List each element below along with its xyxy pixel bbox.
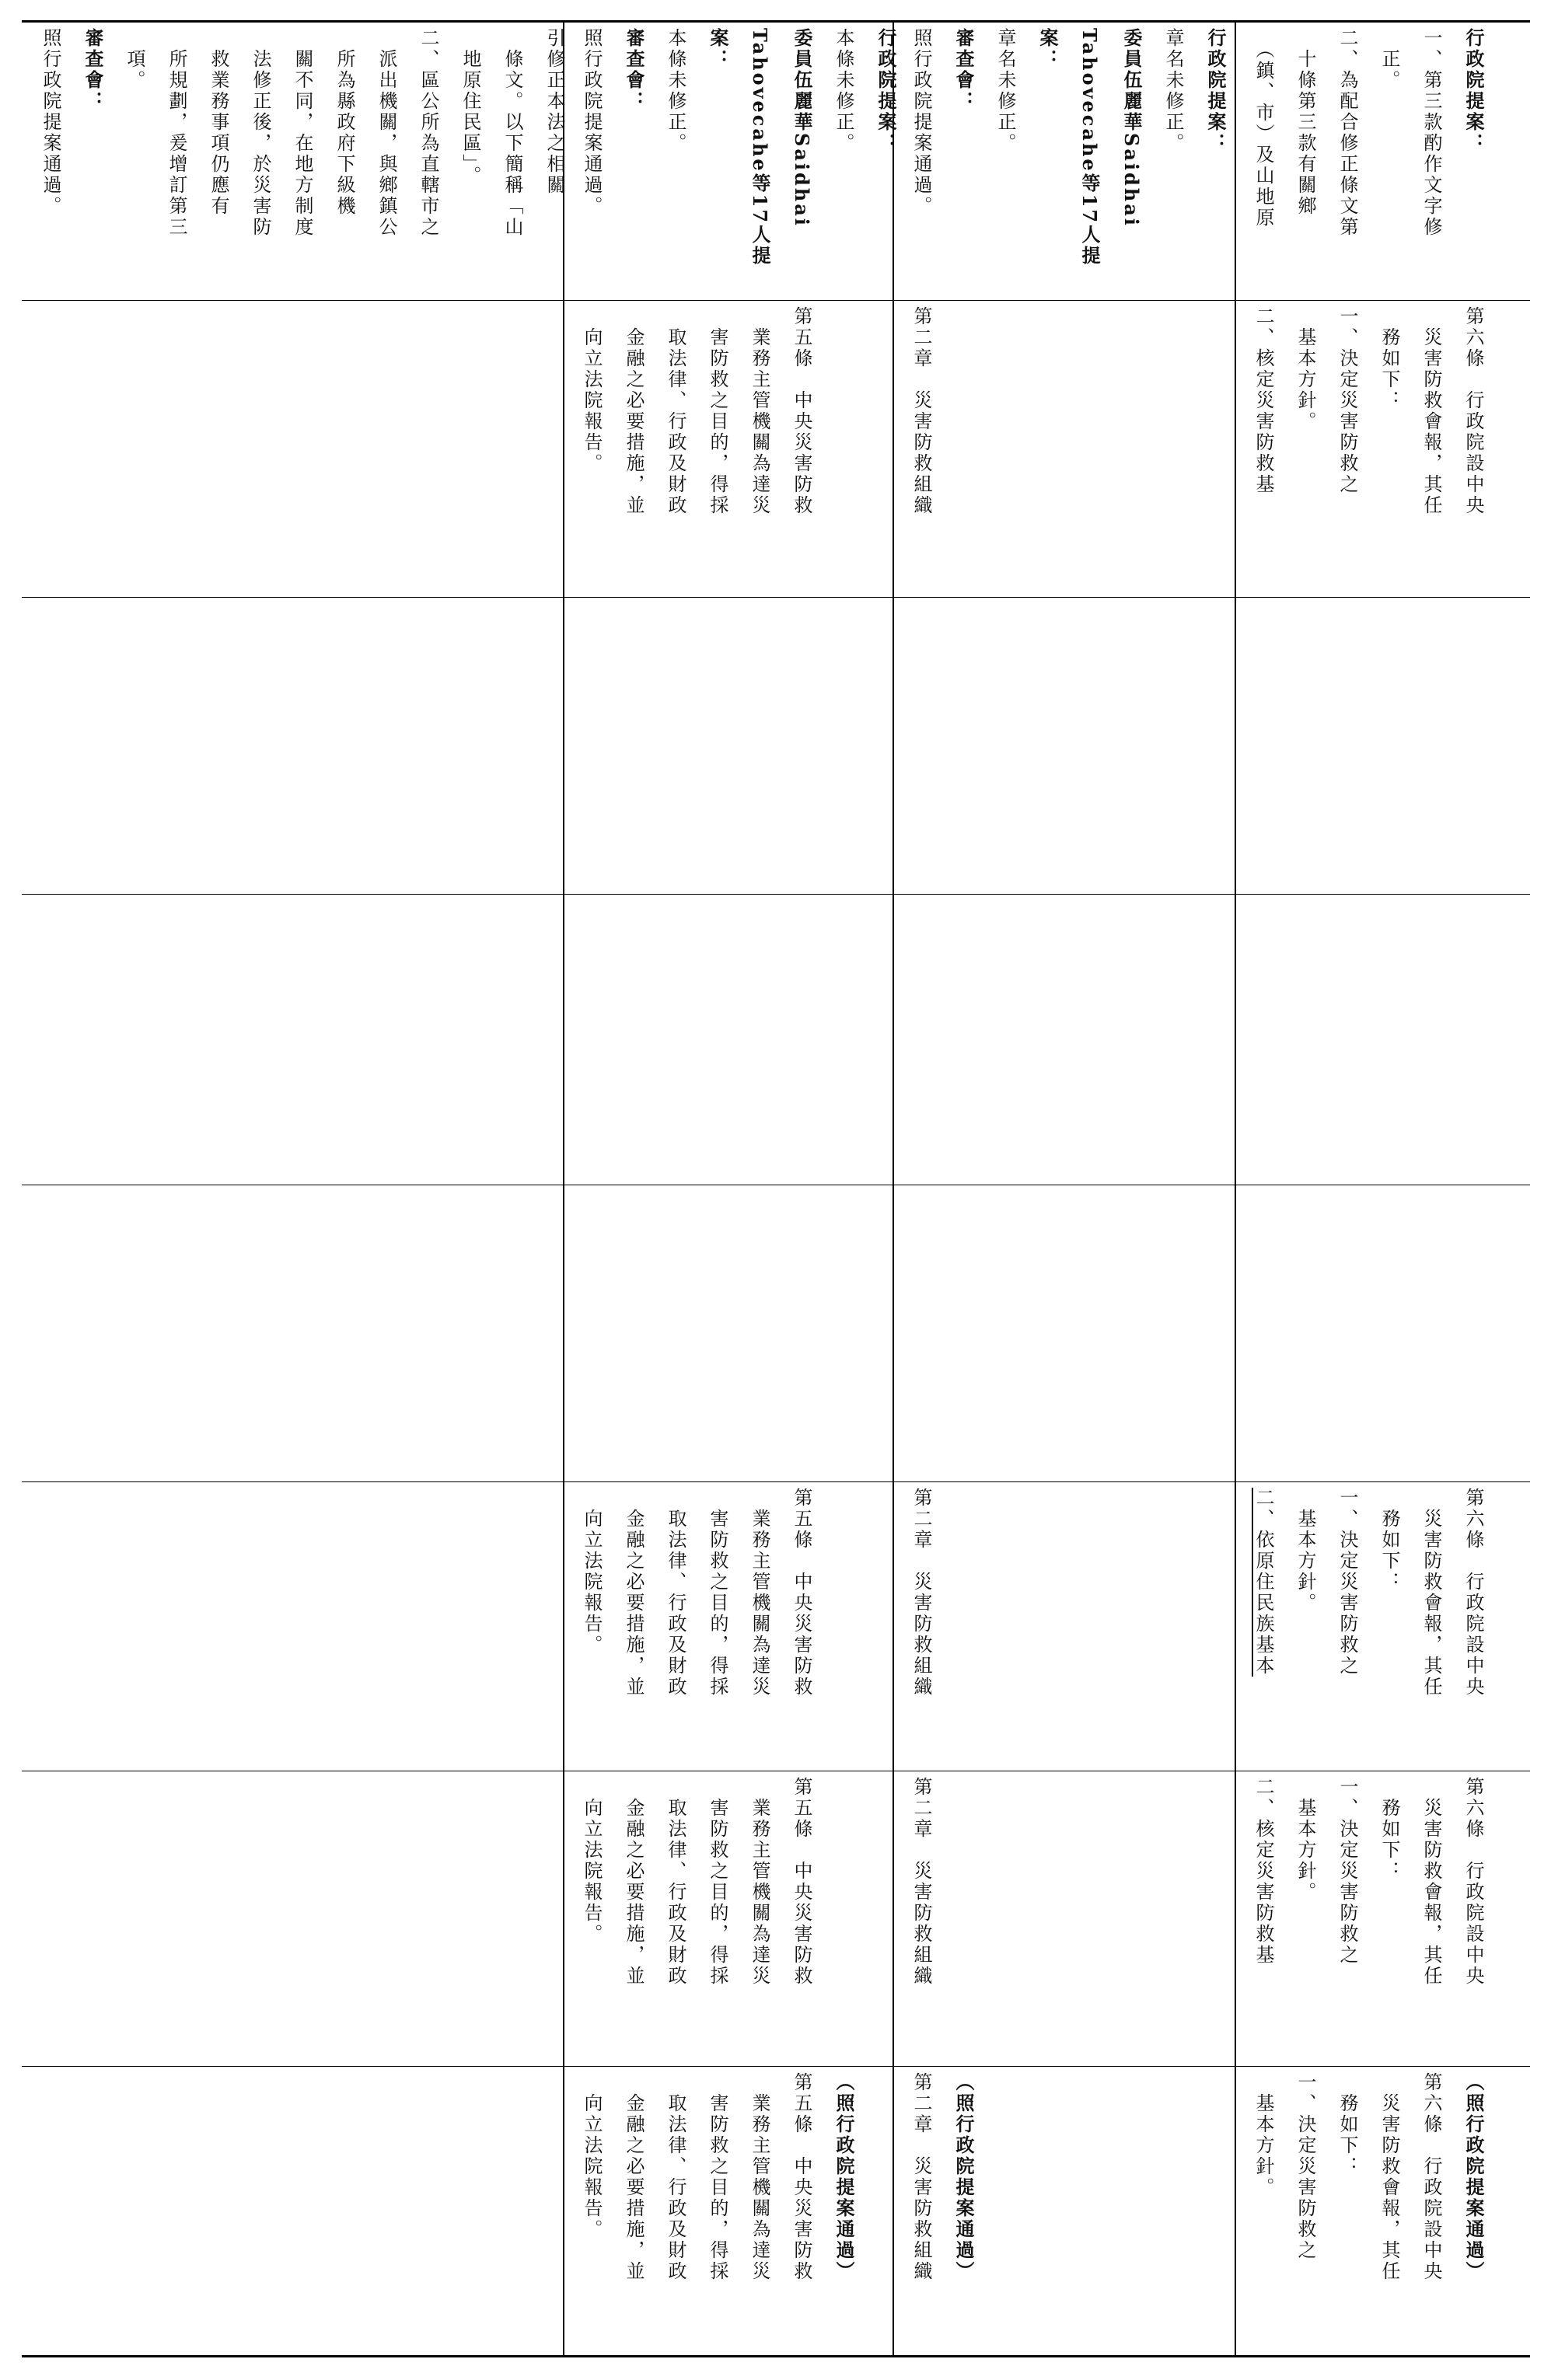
text-line: 一、決定災害防救之 [1336, 306, 1358, 495]
text-line: 第六條 行政院設中央 [1420, 2072, 1442, 2282]
column-2-cell-1-text [571, 23, 906, 298]
text-line: 第五條 中央災害防救 [791, 1488, 812, 1698]
row-divider-1-col1 [22, 300, 563, 301]
text-line: 第六條 行政院設中央 [1462, 1777, 1484, 1987]
row-divider-7-col1 [22, 2066, 563, 2067]
column-3-cell-6 [894, 1483, 1235, 1769]
text-line: 務如下： [1378, 1488, 1400, 1593]
column-3-cell-7 [894, 1772, 1235, 2064]
column-1-cell-1 [22, 23, 563, 298]
column-4-cell-1 [1236, 23, 1530, 298]
text-line: 第二章 災害防救組織 [910, 306, 932, 516]
text-line: 向立法院報告。 [581, 306, 603, 474]
row-divider-1 [564, 300, 1530, 301]
column-2-cell-1 [564, 23, 897, 298]
text-line: 條文。以下簡稱「山 [501, 28, 523, 238]
text-line: 金融之必要措施，並 [623, 1777, 645, 1987]
text-line: 取法律、行政及財政 [665, 1777, 686, 1987]
text-line: 審查會： [82, 28, 104, 112]
text-line: 第五條 中央災害防救 [791, 306, 812, 516]
column-4-cell-7 [1236, 1772, 1530, 2064]
text-line: 委員伍麗華Saidhai [791, 28, 813, 228]
text-line: 業務主管機關為達災 [749, 1488, 770, 1698]
bottom-border [22, 2355, 1530, 2357]
text-line: 項。 [124, 28, 145, 91]
column-4-cell-2 [1236, 302, 1530, 595]
column-4-cell-8 [1236, 2068, 1530, 2354]
text-line: Tahovecahe等17人提 [749, 28, 771, 267]
column-4-cell-6-text [1242, 1483, 1494, 1769]
text-line: 審查會： [623, 28, 645, 112]
text-line: 害防救之目的，得採 [707, 306, 728, 516]
text-line: 第六條 行政院設中央 [1462, 306, 1484, 516]
column-3-cell-2-text [900, 302, 942, 595]
text-line: 正。 [1378, 28, 1400, 91]
row-divider-2 [564, 597, 1530, 598]
column-3-cell-1 [894, 23, 1235, 298]
text-line: 審查會： [952, 28, 975, 112]
top-border [22, 20, 1530, 23]
text-line: 業務主管機關為達災 [749, 2072, 770, 2282]
text-line: 務如下： [1336, 2072, 1358, 2177]
text-line: 金融之必要措施，並 [623, 2072, 645, 2282]
column-2-cell-6-text [571, 1483, 823, 1769]
text-line: （照行政院提案通過） [1462, 2072, 1485, 2282]
text-line: 災害防救會報，其任 [1420, 306, 1442, 516]
text-line: 章名未修正。 [1162, 28, 1184, 154]
text-line: 害防救之目的，得採 [707, 2072, 728, 2282]
text-line: 取法律、行政及財政 [665, 1488, 686, 1698]
text-line: 引修正本法之相關 [543, 28, 565, 196]
column-3-cell-2 [894, 302, 1235, 595]
text-line: 災害防救會報，其任 [1378, 2072, 1400, 2282]
column-4-cell-8-text [1242, 2068, 1494, 2354]
text-line: 取法律、行政及財政 [665, 306, 686, 516]
text-line: 二、依原住民族基本 [1252, 1488, 1274, 1677]
text-line: （照行政院提案通過） [833, 2072, 855, 2282]
text-line: 基本方針。 [1294, 306, 1316, 432]
row-divider-2-col1 [22, 597, 563, 598]
row-divider-5-col1 [22, 1481, 563, 1482]
text-line: 第五條 中央災害防救 [791, 2072, 812, 2282]
text-line: 照行政院提案通過。 [40, 28, 61, 217]
column-2-cell-6 [564, 1483, 893, 1769]
column-3-cell-7-text [900, 1772, 942, 2064]
column-4-cell-6 [1236, 1483, 1530, 1769]
column-2-cell-7 [564, 1772, 893, 2064]
text-line: 一、決定災害防救之 [1294, 2072, 1316, 2261]
column-2-cell-2-text [571, 302, 823, 595]
text-line: 行政院提案： [1462, 28, 1485, 154]
column-3-cell-1-text [900, 23, 1236, 298]
text-line: 本條未修正。 [833, 28, 854, 154]
text-line: （鎮、市）及山地原 [1252, 28, 1274, 229]
text-line: 一、決定災害防救之 [1336, 1777, 1358, 1966]
text-line: 一、決定災害防救之 [1336, 1488, 1358, 1677]
text-line: 所規劃，爰增訂第三 [166, 28, 187, 238]
text-line: 法修正後，於災害防 [250, 28, 271, 238]
text-line: 第五條 中央災害防救 [791, 1777, 812, 1987]
text-line: 二、核定災害防救基 [1252, 1777, 1274, 1966]
text-line: 十條第三款有關鄉 [1294, 28, 1316, 217]
text-line: 第二章 災害防救組織 [910, 2072, 932, 2282]
text-line: Tahovecahe等17人提 [1078, 28, 1101, 267]
text-line: 向立法院報告。 [581, 2072, 603, 2240]
text-line: （照行政院提案通過） [952, 2072, 975, 2282]
text-line: 委員伍麗華Saidhai [1120, 28, 1143, 228]
text-line: 二、核定災害防救基 [1252, 306, 1274, 495]
row-divider-3 [564, 894, 1530, 895]
text-line: 二、為配合修正條文第 [1336, 28, 1358, 238]
text-line: 金融之必要措施，並 [623, 306, 645, 516]
row-divider-3-col1 [22, 894, 563, 895]
text-line: 向立法院報告。 [581, 1777, 603, 1945]
text-line: 災害防救會報，其任 [1420, 1777, 1442, 1987]
text-line: 害防救之目的，得採 [707, 1488, 728, 1698]
text-line: 所為縣政府下級機 [334, 28, 355, 217]
text-line: 金融之必要措施，並 [623, 1488, 645, 1698]
text-line: 派出機關，與鄉鎮公 [376, 28, 397, 238]
text-line: 救業務事項仍應有 [208, 28, 229, 217]
column-1-cell-1-text [30, 23, 575, 298]
text-line: 本條未修正。 [665, 28, 686, 154]
text-line: 章名未修正。 [994, 28, 1016, 154]
text-line: 基本方針。 [1294, 1777, 1316, 1903]
text-line: 災害防救會報，其任 [1420, 1488, 1442, 1698]
row-divider-5 [564, 1481, 1530, 1482]
column-3-cell-8-text [900, 2068, 984, 2354]
column-2-cell-7-text [571, 1772, 823, 2064]
text-line: 業務主管機關為達災 [749, 1777, 770, 1987]
text-line: 案： [1036, 28, 1059, 70]
text-line: 第二章 災害防救組織 [910, 1488, 932, 1698]
text-line: 關不同，在地方制度 [292, 28, 313, 238]
text-line: 照行政院提案通過。 [910, 28, 932, 217]
text-line: 第二章 災害防救組織 [910, 1777, 932, 1987]
text-line: 務如下： [1378, 306, 1400, 411]
column-2-cell-8-text [571, 2068, 865, 2354]
text-line: 照行政院提案通過。 [581, 28, 603, 217]
column-4-cell-2-text [1242, 302, 1494, 595]
text-line: 一、第三款酌作文字修 [1420, 28, 1442, 238]
text-line: 務如下： [1378, 1777, 1400, 1882]
text-line: 業務主管機關為達災 [749, 306, 770, 516]
text-line: 地原住民區」。 [459, 28, 481, 187]
row-divider-7 [564, 2066, 1530, 2067]
text-line: 取法律、行政及財政 [665, 2072, 686, 2282]
column-4-cell-7-text [1242, 1772, 1494, 2064]
column-2-cell-2 [564, 302, 893, 595]
column-3-cell-6-text [900, 1483, 942, 1769]
text-line: 基本方針。 [1252, 2072, 1274, 2198]
text-line: 向立法院報告。 [581, 1488, 603, 1656]
text-line: 二、區公所為直轄市之 [417, 28, 439, 238]
text-line: 行政院提案： [875, 28, 897, 154]
text-line: 基本方針。 [1294, 1488, 1316, 1614]
column-4-cell-1-text [1242, 23, 1494, 298]
text-line: 害防救之目的，得採 [707, 1777, 728, 1987]
text-line: 案： [707, 28, 729, 70]
text-line: 第六條 行政院設中央 [1462, 1488, 1484, 1698]
column-2-cell-8 [564, 2068, 893, 2354]
text-line: 行政院提案： [1204, 28, 1227, 154]
column-3-cell-8 [894, 2068, 1235, 2354]
